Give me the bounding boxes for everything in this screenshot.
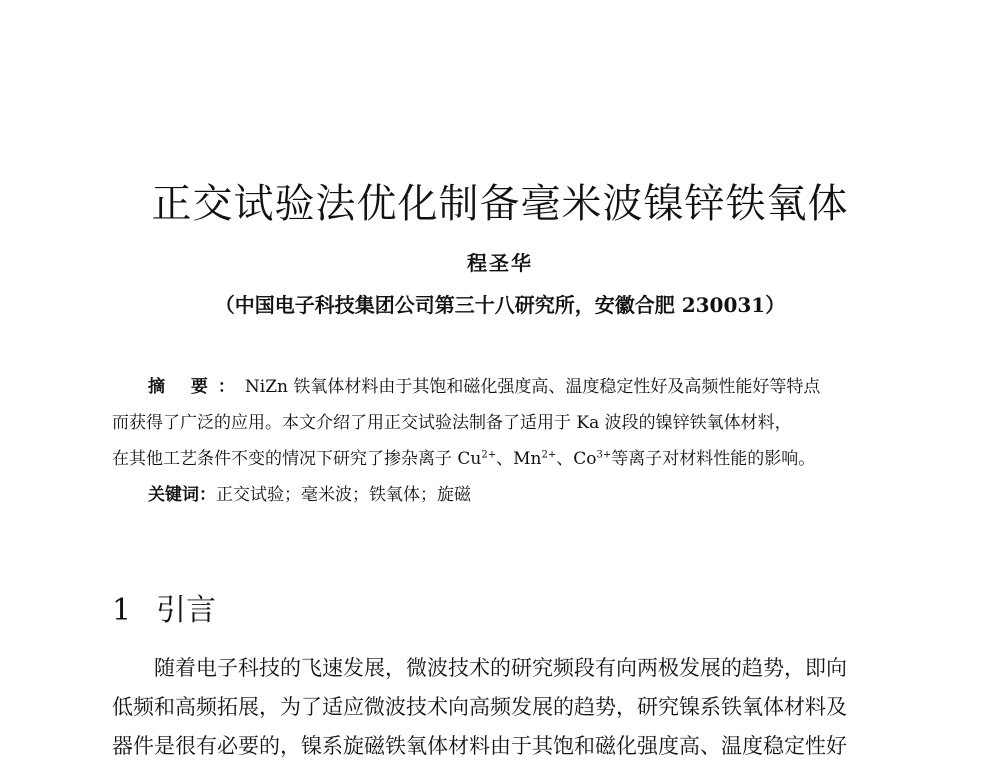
paper-title: 正交试验法优化制备毫米波镍锌铁氧体 xyxy=(151,181,849,227)
abstract-line-1 xyxy=(112,369,912,405)
author-name: 程圣华 xyxy=(467,251,533,275)
abstract-sep-1: 、Mn xyxy=(496,449,542,469)
section-title: 引言 xyxy=(156,593,216,628)
keywords-line xyxy=(112,477,912,513)
body-line-1: 随着电子科技的飞速发展，微波技术的研究频段有向两极发展的趋势，即向 xyxy=(154,656,847,680)
abstract-block xyxy=(112,369,912,513)
body-line-3: 器件是很有必要的，镍系旋磁铁氧体材料由于其饱和磁化强度高、温度稳定性好 xyxy=(112,734,847,758)
keywords-text: 正交试验；毫米波；铁氧体；旋磁 xyxy=(216,485,471,505)
abstract-text-3b: 等离子对材料性能的影响。 xyxy=(611,449,816,469)
keywords-label: 关键词： xyxy=(148,485,216,505)
author-affiliation: （中国电子科技集团公司第三十八研究所，安徽合肥 230031） xyxy=(214,293,786,317)
abstract-line-3 xyxy=(112,441,912,477)
abstract-text-1: NiZn 铁氧体材料由于其饱和磁化强度高、温度稳定性好及高频性能好等特点 xyxy=(244,377,821,397)
mn-charge: 2+ xyxy=(541,449,557,461)
abstract-sep-2: 、Co xyxy=(556,449,597,469)
abstract-line-2: 而获得了广泛的应用。本文介绍了用正交试验法制备了适用于 Ka 波段的镍锌铁氧体材料， xyxy=(112,413,792,433)
body-line-2: 低频和高频拓展，为了适应微波技术向高频发展的趋势，研究镍系铁氧体材料及 xyxy=(112,695,847,719)
abstract-label: 摘 要： xyxy=(148,377,245,397)
body-paragraph xyxy=(112,649,912,766)
cu-charge: 2+ xyxy=(481,449,497,461)
co-charge: 3+ xyxy=(596,449,612,461)
section-heading xyxy=(112,585,216,629)
section-number: 1 xyxy=(112,593,132,628)
abstract-text-3a: 在其他工艺条件不变的情况下研究了掺杂离子 Cu xyxy=(112,449,482,469)
